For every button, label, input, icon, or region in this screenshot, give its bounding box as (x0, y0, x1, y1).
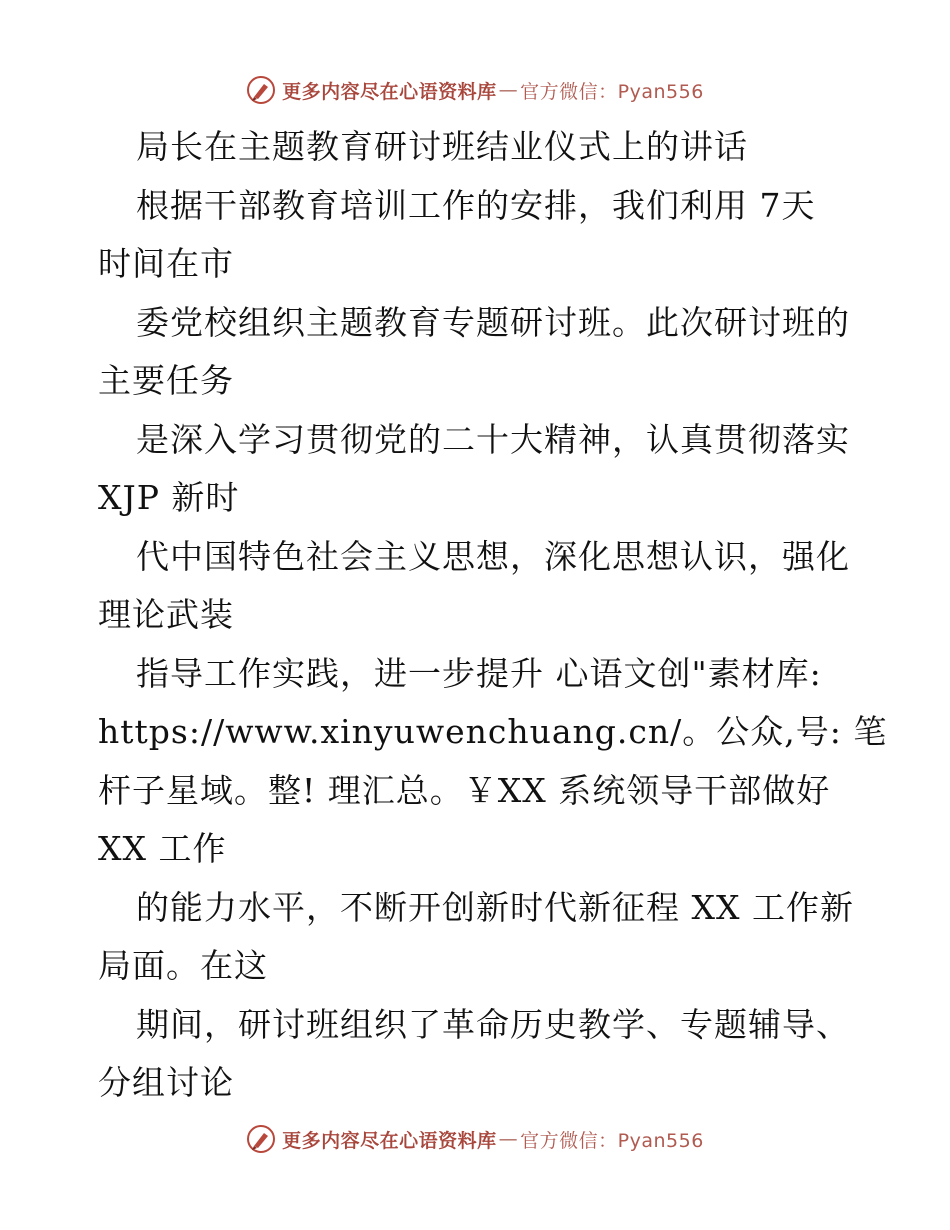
banner-text: 更多内容尽在心语资料库 (282, 80, 497, 103)
paragraph-line: XJP 新时 (98, 478, 240, 517)
banner-wechat: 官方微信：Pyan556 (520, 1129, 704, 1152)
paragraph-line: 是深入学习贯彻党的二十大精神，认真贯彻落实 (136, 419, 850, 459)
paragraph-line: 理论武装 (98, 595, 234, 634)
document-title: 局长在主题教育研讨班结业仪式上的讲话 (136, 127, 748, 166)
paragraph-line: 局面。在这 (98, 946, 268, 985)
header-banner (0, 70, 950, 110)
banner-wechat: 官方微信：Pyan556 (520, 80, 704, 103)
paragraph-line: 时间在市 (98, 244, 234, 283)
pen-logo-icon (246, 1124, 276, 1154)
banner-text: 更多内容尽在心语资料库 (282, 1129, 497, 1152)
paragraph-line: 委党校组织主题教育专题研讨班。此次研讨班的 (136, 302, 850, 342)
paragraph-line: 期间，研讨班组织了革命历史教学、专题辅导、 (136, 1004, 850, 1044)
document-body (98, 118, 888, 1113)
paragraph-line: 代中国特色社会主义思想，深化思想认识，强化 (136, 536, 850, 576)
paragraph-line: 杆子星域。整! 理汇总。￥XX 系统领导干部做好 (98, 770, 831, 810)
paragraph-line: 主要任务 (98, 361, 234, 400)
paragraph-line: 的能力水平，不断开创新时代新征程 XX 工作新 (136, 887, 854, 927)
paragraph-line: 指导工作实践，进一步提升 心语文创"素材库: (136, 653, 822, 693)
paragraph-line: XX 工作 (98, 829, 227, 868)
banner-separator: — (498, 1128, 519, 1150)
paragraph-line: 分组讨论 (98, 1063, 234, 1102)
pen-logo-icon (246, 75, 276, 105)
paragraph-line: 根据干部教育培训工作的安排，我们利用 7天 (136, 185, 816, 225)
paragraph-line: https://www.xinyuwenchuang.cn/。公众,号: 笔 (98, 712, 888, 751)
footer-banner (0, 1119, 950, 1159)
banner-separator: — (498, 79, 519, 101)
